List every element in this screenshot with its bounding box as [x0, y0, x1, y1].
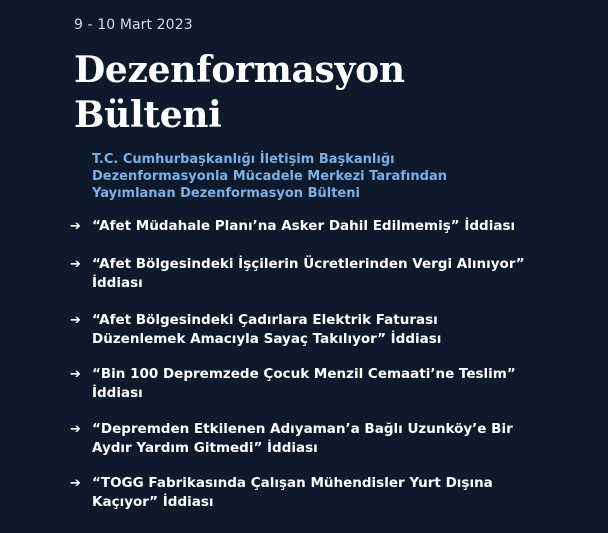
bulletin-date: 9 - 10 Mart 2023	[74, 17, 193, 33]
right-arrow-icon: ➔	[70, 313, 81, 328]
list-item-line-1: “Depremden Etkilenen Adıyaman’a Bağlı Uzunköy’e Bir	[92, 421, 513, 437]
list-item-line-2: Aydır Yardım Gitmedi” İddiası	[92, 440, 318, 456]
list-item-line-2: İddiası	[92, 385, 143, 401]
list-item-line-1: “TOGG Fabrikasında Çalışan Mühendisler Yurt Dışına	[92, 475, 493, 491]
right-arrow-icon: ➔	[70, 219, 81, 234]
list-item[interactable]	[70, 255, 570, 293]
list-item-text	[92, 474, 562, 512]
list-item[interactable]	[70, 474, 570, 512]
list-item-line-1: “Afet Müdahale Planı’na Asker Dahil Edilmemiş” İddiası	[92, 218, 516, 234]
list-item[interactable]	[70, 311, 570, 349]
list-item-text	[92, 365, 562, 403]
list-item-text	[92, 420, 562, 458]
right-arrow-icon: ➔	[70, 367, 81, 382]
right-arrow-icon: ➔	[70, 257, 81, 272]
subtitle-line-3: Yayımlanan Dezenformasyon Bülteni	[92, 186, 360, 201]
right-arrow-icon: ➔	[70, 422, 81, 437]
page-title	[74, 48, 405, 138]
list-item-line-2: Kaçıyor” İddiası	[92, 494, 214, 510]
list-item-text	[92, 255, 562, 293]
title-line-2: Bülteni	[74, 94, 222, 136]
list-item[interactable]	[70, 217, 570, 236]
list-item-text	[92, 217, 562, 236]
list-item-line-1: “Bin 100 Depremzede Çocuk Menzil Cemaati’ne Teslim”	[92, 366, 516, 382]
title-line-1: Dezenformasyon	[74, 49, 405, 91]
right-arrow-icon: ➔	[70, 476, 81, 491]
list-item-line-1: “Afet Bölgesindeki Çadırlara Elektrik Faturası	[92, 312, 438, 328]
list-item-line-1: “Afet Bölgesindeki İşçilerin Ücretlerinden Vergi Alınıyor”	[92, 256, 525, 272]
subtitle	[92, 151, 512, 202]
list-item[interactable]	[70, 420, 570, 458]
subtitle-line-1: T.C. Cumhurbaşkanlığı İletişim Başkanlığı	[92, 152, 395, 167]
list-item[interactable]	[70, 365, 570, 403]
subtitle-line-2: Dezenformasyonla Mücadele Merkezi Tarafından	[92, 169, 447, 184]
list-item-text	[92, 311, 562, 349]
list-item-line-2: İddiası	[92, 275, 143, 291]
list-item-line-2: Düzenlemek Amacıyla Sayaç Takılıyor” İddiası	[92, 331, 442, 347]
